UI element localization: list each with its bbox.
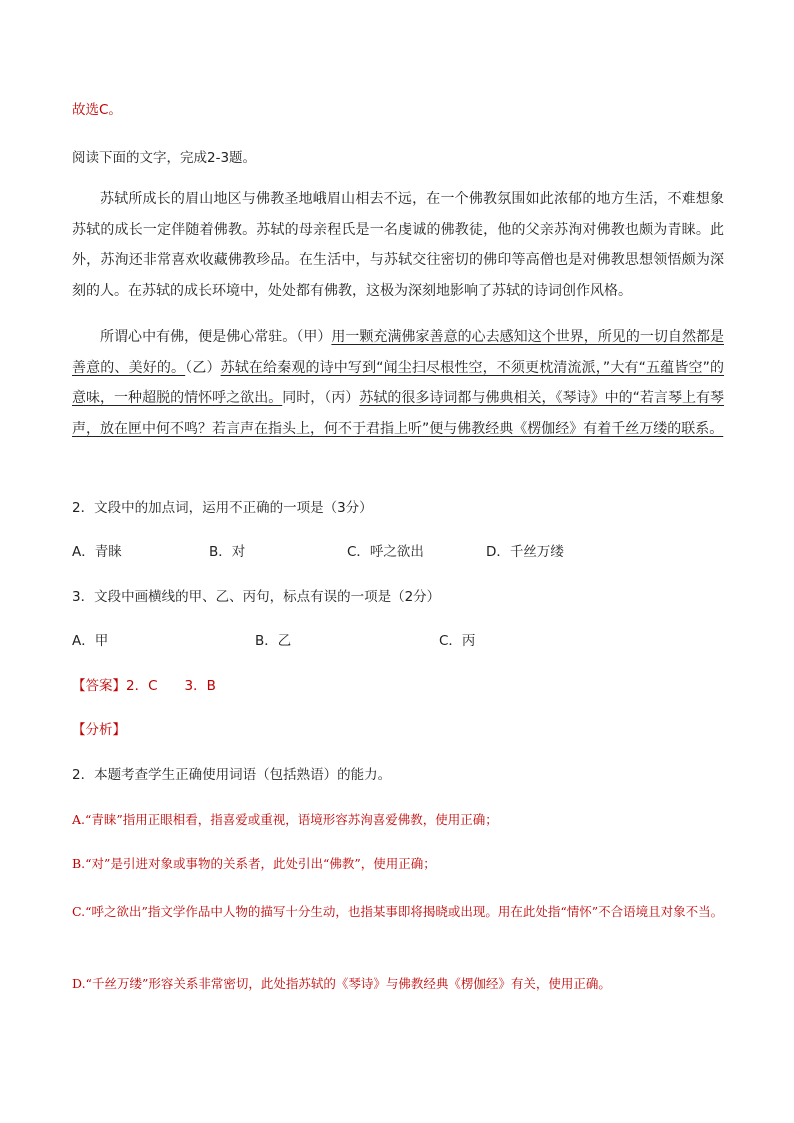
reading-instruction: 阅读下面的文字，完成2-3题。 xyxy=(72,150,257,166)
sentence-yi: 苏轼在给秦观的诗中写到“闻尘扫尽根性空，不须更枕清流派，”大有“五蕴皆空”的意味，一种超脱的情怀呼之欲出。 xyxy=(72,359,725,406)
passage-paragraph-1: 苏轼所成长的眉山地区与佛教圣地峨眉山相去不远，在一个佛教氛围如此浓郁的地方生活，不难想象苏轼的成长一定伴随着佛教。苏轼的母亲程氏是一名虔诚的佛教徒，他的父亲苏洵对佛教也颇为青睐。此外，苏洵还非常喜欢收藏佛教珍品。在生活中，与苏轼交往密切的佛印等高僧也是对佛教思想领悟颇为深刻的人。在苏轼的成长环境中，处处都有佛教，这极为深刻地影响了苏轼的诗词创作风格。 xyxy=(72,191,724,299)
para2-yi-label: （乙） xyxy=(185,359,221,376)
para2-bing-lead: 同时，（丙） xyxy=(282,390,360,406)
question-2-stem: 2．文段中的加点词，运用不正确的一项是（3分） xyxy=(72,500,373,516)
analysis-intro: 2．本题考查学生正确使用词语（包括熟语）的能力。 xyxy=(72,767,392,783)
analysis-option-d: D.“千丝万缕”形容关系非常密切，此处指苏轼的《琴诗》与佛教经典《楞伽经》有关，使用正确。 xyxy=(72,976,611,991)
q2-option-c: C．呼之欲出 xyxy=(347,544,424,560)
analysis-option-a: A.“青睐”指用正眼相看，指喜爱或重视，语境形容苏洵喜爱佛教，使用正确； xyxy=(72,812,498,827)
question-3-stem: 3．文段中画横线的甲、乙、丙句，标点有误的一项是（2分） xyxy=(72,589,441,605)
analysis-option-b: B.“对”是引进对象或事物的关系者，此处引出“佛教”，使用正确； xyxy=(72,856,436,871)
q3-option-a: A．甲 xyxy=(72,633,109,649)
sentence-jia: 用一颗充满佛家善意的心去感知这个世界，所见的一切自然都是善意的、美好的。 xyxy=(72,329,725,376)
q2-option-a: A．青睐 xyxy=(72,544,122,560)
q3-option-b: B．乙 xyxy=(255,633,292,649)
previous-answer-line: 故选C。 xyxy=(72,102,122,118)
answer-value: 2．C 3．B xyxy=(126,678,216,694)
q3-option-c: C．丙 xyxy=(439,633,476,649)
q2-option-d: D．千丝万缕 xyxy=(486,544,564,560)
sentence-bing: 苏轼的很多诗词都与佛典相关，《琴诗》中的“若言琴上有琴声，放在匣中何不鸣？若言声在指头上，何不于君指上听”便与佛教经典《楞伽经》有着千丝万缕的联系。 xyxy=(72,390,724,437)
analysis-label: 【分析】 xyxy=(72,722,126,738)
answer-line xyxy=(72,676,732,696)
answer-label: 【答案】 xyxy=(72,678,126,694)
analysis-option-c: C.“呼之欲出”指文学作品中人物的描写十分生动，也指某事即将揭晓或出现。用在此处指“情怀”不合语境且对象不当。 xyxy=(72,904,724,919)
passage-paragraph-2 xyxy=(72,322,724,444)
para2-lead: 所谓心中有佛，便是佛心常驻。（甲） xyxy=(100,329,332,345)
q2-option-b: B．对 xyxy=(209,544,246,560)
